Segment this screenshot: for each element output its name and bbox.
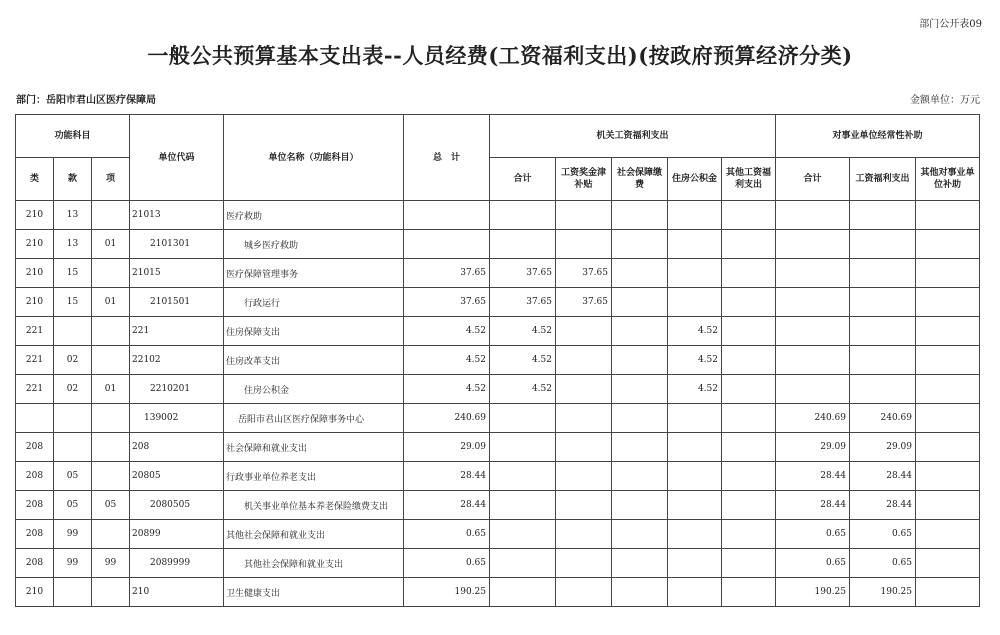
header-g2-wage: 工资福利支出 xyxy=(850,158,916,201)
table-row xyxy=(16,549,980,578)
cell-g2-wage xyxy=(850,259,916,288)
cell-g2-other xyxy=(916,491,980,520)
header-name: 单位名称（功能科目） xyxy=(224,115,404,201)
amount-unit-label: 金额单位：万元 xyxy=(910,95,980,106)
cell-g2-sum: 0.65 xyxy=(776,549,850,578)
budget-table xyxy=(15,114,980,607)
cell-g1-other xyxy=(722,230,776,259)
cell-total: 0.65 xyxy=(404,520,490,549)
cell-xiang xyxy=(92,346,130,375)
cell-total: 240.69 xyxy=(404,404,490,433)
cell-g2-wage: 0.65 xyxy=(850,520,916,549)
table-row xyxy=(16,491,980,520)
cell-g2-wage: 190.25 xyxy=(850,578,916,607)
cell-name: 卫生健康支出 xyxy=(224,578,404,607)
cell-kuan xyxy=(54,578,92,607)
cell-xiang xyxy=(92,201,130,230)
cell-kuan: 99 xyxy=(54,520,92,549)
cell-g1-other xyxy=(722,491,776,520)
cell-g2-wage xyxy=(850,346,916,375)
cell-code: 2210201 xyxy=(130,375,224,404)
cell-g1-other xyxy=(722,549,776,578)
cell-g2-wage xyxy=(850,288,916,317)
cell-g2-sum: 28.44 xyxy=(776,462,850,491)
cell-g2-other xyxy=(916,404,980,433)
header-g2-sum: 合计 xyxy=(776,158,850,201)
cell-lei: 221 xyxy=(16,317,54,346)
cell-g1-wage xyxy=(556,375,612,404)
cell-g1-housing xyxy=(668,230,722,259)
cell-kuan xyxy=(54,404,92,433)
cell-name: 行政事业单位养老支出 xyxy=(224,462,404,491)
cell-g2-sum: 28.44 xyxy=(776,491,850,520)
cell-g1-social xyxy=(612,404,668,433)
cell-lei: 210 xyxy=(16,201,54,230)
cell-g1-social xyxy=(612,462,668,491)
cell-g1-wage xyxy=(556,578,612,607)
table-row xyxy=(16,462,980,491)
cell-code: 2101301 xyxy=(130,230,224,259)
header-group-subsidy: 对事业单位经常性补助 xyxy=(776,115,980,158)
header-lei: 类 xyxy=(16,158,54,201)
cell-kuan: 02 xyxy=(54,375,92,404)
cell-lei: 221 xyxy=(16,346,54,375)
cell-g1-wage xyxy=(556,404,612,433)
cell-xiang xyxy=(92,520,130,549)
cell-name: 行政运行 xyxy=(224,288,404,317)
cell-g1-other xyxy=(722,578,776,607)
cell-g1-housing: 4.52 xyxy=(668,375,722,404)
cell-code: 2101501 xyxy=(130,288,224,317)
cell-g1-sum: 4.52 xyxy=(490,317,556,346)
cell-g1-other xyxy=(722,520,776,549)
table-row xyxy=(16,288,980,317)
cell-g2-wage: 29.09 xyxy=(850,433,916,462)
cell-g1-social xyxy=(612,375,668,404)
cell-g1-social xyxy=(612,317,668,346)
cell-lei: 208 xyxy=(16,549,54,578)
cell-g1-sum xyxy=(490,462,556,491)
cell-g1-social xyxy=(612,433,668,462)
header-g1-sum: 合计 xyxy=(490,158,556,201)
cell-lei: 210 xyxy=(16,288,54,317)
cell-g1-housing xyxy=(668,259,722,288)
cell-g2-wage: 28.44 xyxy=(850,491,916,520)
cell-xiang xyxy=(92,259,130,288)
department-label: 部门：岳阳市君山区医疗保障局 xyxy=(16,95,156,106)
cell-xiang xyxy=(92,578,130,607)
cell-code: 20899 xyxy=(130,520,224,549)
cell-lei xyxy=(16,404,54,433)
cell-name: 住房公积金 xyxy=(224,375,404,404)
cell-g1-other xyxy=(722,375,776,404)
cell-g1-housing xyxy=(668,433,722,462)
page-title: 一般公共预算基本支出表--人员经费(工资福利支出)(按政府预算经济分类) xyxy=(147,43,853,68)
cell-g1-housing xyxy=(668,201,722,230)
table-row xyxy=(16,317,980,346)
cell-g1-wage xyxy=(556,346,612,375)
cell-total: 4.52 xyxy=(404,317,490,346)
cell-g1-wage: 37.65 xyxy=(556,288,612,317)
header-xiang: 项 xyxy=(92,158,130,201)
table-row xyxy=(16,578,980,607)
table-row xyxy=(16,404,980,433)
cell-code: 139002 xyxy=(130,404,224,433)
cell-g1-social xyxy=(612,491,668,520)
cell-g1-housing xyxy=(668,549,722,578)
cell-g2-other xyxy=(916,375,980,404)
table-row xyxy=(16,346,980,375)
table-row xyxy=(16,433,980,462)
cell-kuan: 13 xyxy=(54,201,92,230)
cell-g1-housing xyxy=(668,288,722,317)
cell-code: 208 xyxy=(130,433,224,462)
cell-kuan xyxy=(54,433,92,462)
cell-code: 22102 xyxy=(130,346,224,375)
cell-g2-sum xyxy=(776,259,850,288)
table-row xyxy=(16,201,980,230)
form-number: 部门公开表09 xyxy=(919,19,982,30)
cell-g2-wage: 240.69 xyxy=(850,404,916,433)
cell-lei: 208 xyxy=(16,462,54,491)
cell-g1-social xyxy=(612,520,668,549)
cell-kuan: 15 xyxy=(54,259,92,288)
cell-kuan: 02 xyxy=(54,346,92,375)
cell-g1-sum: 37.65 xyxy=(490,259,556,288)
cell-lei: 210 xyxy=(16,259,54,288)
cell-g2-other xyxy=(916,462,980,491)
cell-g1-wage xyxy=(556,317,612,346)
cell-g2-sum xyxy=(776,375,850,404)
cell-total: 28.44 xyxy=(404,462,490,491)
cell-lei: 208 xyxy=(16,520,54,549)
cell-g1-wage: 37.65 xyxy=(556,259,612,288)
cell-g1-wage xyxy=(556,549,612,578)
cell-name: 机关事业单位基本养老保险缴费支出 xyxy=(224,491,404,520)
cell-g1-housing xyxy=(668,578,722,607)
cell-total: 37.65 xyxy=(404,259,490,288)
cell-xiang: 05 xyxy=(92,491,130,520)
cell-code: 2089999 xyxy=(130,549,224,578)
cell-kuan: 05 xyxy=(54,491,92,520)
cell-g1-other xyxy=(722,346,776,375)
cell-g1-wage xyxy=(556,230,612,259)
cell-g2-other xyxy=(916,549,980,578)
cell-xiang xyxy=(92,404,130,433)
cell-g2-sum xyxy=(776,317,850,346)
cell-name: 岳阳市君山区医疗保障事务中心 xyxy=(224,404,404,433)
cell-g2-other xyxy=(916,433,980,462)
cell-g2-sum: 240.69 xyxy=(776,404,850,433)
cell-code: 210 xyxy=(130,578,224,607)
cell-xiang xyxy=(92,433,130,462)
cell-g1-wage xyxy=(556,491,612,520)
cell-total xyxy=(404,201,490,230)
cell-g1-housing xyxy=(668,520,722,549)
cell-g1-sum: 4.52 xyxy=(490,346,556,375)
cell-g1-housing xyxy=(668,491,722,520)
cell-name: 医疗保障管理事务 xyxy=(224,259,404,288)
cell-name: 住房改革支出 xyxy=(224,346,404,375)
cell-kuan xyxy=(54,317,92,346)
cell-total: 0.65 xyxy=(404,549,490,578)
cell-total: 4.52 xyxy=(404,346,490,375)
cell-g1-sum xyxy=(490,578,556,607)
cell-g1-sum xyxy=(490,404,556,433)
cell-kuan: 13 xyxy=(54,230,92,259)
cell-total: 29.09 xyxy=(404,433,490,462)
cell-g1-social xyxy=(612,578,668,607)
cell-g1-other xyxy=(722,288,776,317)
cell-g1-other xyxy=(722,462,776,491)
cell-g2-other xyxy=(916,288,980,317)
cell-g1-social xyxy=(612,549,668,578)
cell-g2-sum: 190.25 xyxy=(776,578,850,607)
cell-g1-sum xyxy=(490,491,556,520)
cell-name: 其他社会保障和就业支出 xyxy=(224,520,404,549)
header-g1-social: 社会保障缴费 xyxy=(612,158,668,201)
cell-total: 37.65 xyxy=(404,288,490,317)
cell-g1-housing xyxy=(668,462,722,491)
cell-name: 住房保障支出 xyxy=(224,317,404,346)
cell-g1-wage xyxy=(556,433,612,462)
header-code: 单位代码 xyxy=(130,115,224,201)
cell-name: 其他社会保障和就业支出 xyxy=(224,549,404,578)
header-func: 功能科目 xyxy=(16,115,130,158)
header-total: 总 计 xyxy=(404,115,490,201)
cell-g2-other xyxy=(916,578,980,607)
cell-g1-social xyxy=(612,259,668,288)
cell-g2-sum: 29.09 xyxy=(776,433,850,462)
cell-g2-wage xyxy=(850,230,916,259)
cell-kuan: 15 xyxy=(54,288,92,317)
cell-g2-sum xyxy=(776,201,850,230)
cell-g1-social xyxy=(612,288,668,317)
cell-lei: 210 xyxy=(16,578,54,607)
cell-g1-other xyxy=(722,317,776,346)
header-g1-other: 其他工资福利支出 xyxy=(722,158,776,201)
cell-name: 城乡医疗救助 xyxy=(224,230,404,259)
cell-g1-sum: 37.65 xyxy=(490,288,556,317)
cell-g1-sum xyxy=(490,520,556,549)
cell-g1-sum: 4.52 xyxy=(490,375,556,404)
cell-g2-other xyxy=(916,259,980,288)
cell-g2-sum: 0.65 xyxy=(776,520,850,549)
cell-g2-sum xyxy=(776,230,850,259)
cell-g1-sum xyxy=(490,201,556,230)
cell-g1-social xyxy=(612,346,668,375)
cell-code: 221 xyxy=(130,317,224,346)
cell-g2-other xyxy=(916,201,980,230)
cell-g1-social xyxy=(612,230,668,259)
cell-g1-housing xyxy=(668,404,722,433)
cell-total: 190.25 xyxy=(404,578,490,607)
cell-lei: 221 xyxy=(16,375,54,404)
cell-xiang xyxy=(92,317,130,346)
cell-lei: 208 xyxy=(16,491,54,520)
cell-kuan: 99 xyxy=(54,549,92,578)
header-g2-other: 其他对事业单位补助 xyxy=(916,158,980,201)
cell-code: 2080505 xyxy=(130,491,224,520)
cell-total: 4.52 xyxy=(404,375,490,404)
cell-xiang: 01 xyxy=(92,375,130,404)
header-kuan: 款 xyxy=(54,158,92,201)
cell-total xyxy=(404,230,490,259)
cell-name: 医疗救助 xyxy=(224,201,404,230)
table-row xyxy=(16,520,980,549)
cell-xiang xyxy=(92,462,130,491)
cell-g1-other xyxy=(722,433,776,462)
table-row xyxy=(16,375,980,404)
header-g1-wage: 工资奖金津补贴 xyxy=(556,158,612,201)
cell-g1-wage xyxy=(556,201,612,230)
cell-total: 28.44 xyxy=(404,491,490,520)
cell-g1-sum xyxy=(490,230,556,259)
cell-g2-other xyxy=(916,317,980,346)
cell-g1-social xyxy=(612,201,668,230)
cell-kuan: 05 xyxy=(54,462,92,491)
cell-xiang: 01 xyxy=(92,288,130,317)
header-group-org-wage: 机关工资福利支出 xyxy=(490,115,776,158)
cell-g2-wage xyxy=(850,375,916,404)
cell-code: 21015 xyxy=(130,259,224,288)
cell-lei: 210 xyxy=(16,230,54,259)
cell-g2-other xyxy=(916,230,980,259)
cell-g1-wage xyxy=(556,520,612,549)
cell-g2-wage xyxy=(850,317,916,346)
cell-code: 21013 xyxy=(130,201,224,230)
cell-g1-housing: 4.52 xyxy=(668,346,722,375)
cell-g1-housing: 4.52 xyxy=(668,317,722,346)
cell-g2-sum xyxy=(776,288,850,317)
cell-g2-wage: 28.44 xyxy=(850,462,916,491)
cell-lei: 208 xyxy=(16,433,54,462)
cell-g1-other xyxy=(722,404,776,433)
cell-g1-sum xyxy=(490,433,556,462)
cell-g1-other xyxy=(722,201,776,230)
cell-g2-wage xyxy=(850,201,916,230)
cell-g2-other xyxy=(916,346,980,375)
cell-xiang: 99 xyxy=(92,549,130,578)
table-row xyxy=(16,230,980,259)
header-g1-housing: 住房公积金 xyxy=(668,158,722,201)
cell-g1-wage xyxy=(556,462,612,491)
cell-xiang: 01 xyxy=(92,230,130,259)
cell-g2-sum xyxy=(776,346,850,375)
cell-code: 20805 xyxy=(130,462,224,491)
table-row xyxy=(16,259,980,288)
cell-name: 社会保障和就业支出 xyxy=(224,433,404,462)
cell-g2-other xyxy=(916,520,980,549)
cell-g1-other xyxy=(722,259,776,288)
cell-g1-sum xyxy=(490,549,556,578)
cell-g2-wage: 0.65 xyxy=(850,549,916,578)
